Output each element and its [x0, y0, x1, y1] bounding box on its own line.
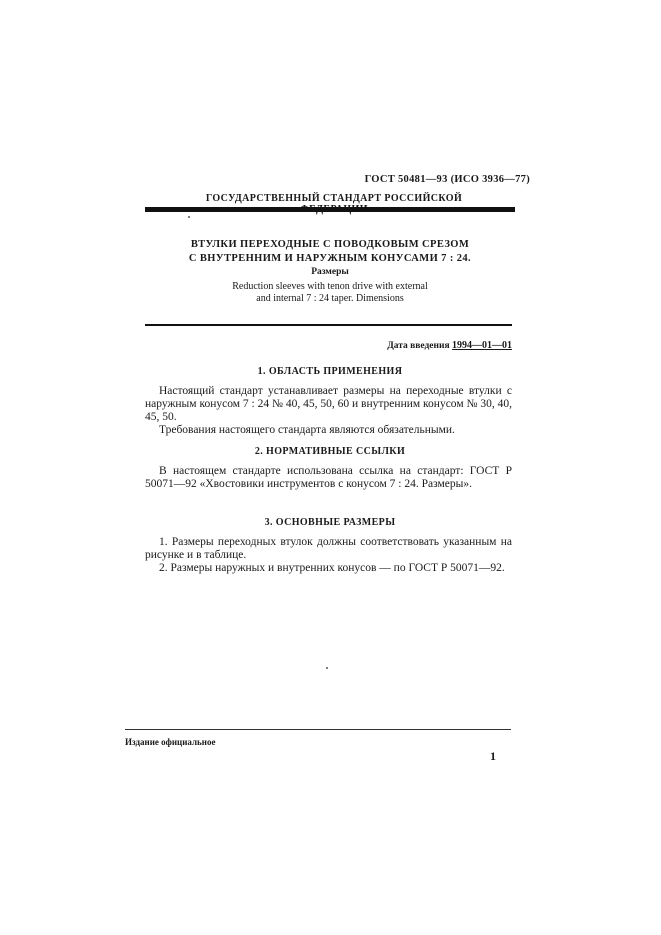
- section-2-body: [145, 465, 512, 491]
- intro-date-value: 1994—01—01: [452, 340, 512, 351]
- english-title: [145, 281, 515, 304]
- edition-note: Издание официальное: [125, 737, 216, 747]
- scan-speck: [188, 216, 190, 218]
- title-line-2: С ВНУТРЕННИМ И НАРУЖНЫМ КОНУСАМИ 7 : 24.: [188, 253, 472, 264]
- section-1-paragraph-2: Требования настоящего стандарта являются обязательными.: [159, 424, 455, 436]
- state-standard-heading: ГОСУДАРСТВЕННЫЙ СТАНДАРТ РОССИЙСКОЙ: [205, 193, 463, 204]
- section-2-paragraph-1: В настоящем стандарте использована ссылка на стандарт: ГОСТ Р 50071—92 «Хвостовики инструментов с конусом 7 : 24. Размеры».: [145, 465, 512, 490]
- english-title-line-2: and internal 7 : 24 taper. Dimensions: [256, 292, 404, 304]
- section-2-heading: 2. НОРМАТИВНЫЕ ССЫЛКИ: [254, 446, 406, 457]
- title-divider: [145, 324, 512, 326]
- document-title: [145, 238, 515, 266]
- english-title-line-1: Reduction sleeves with tenon drive with external: [232, 281, 428, 292]
- section-3-paragraph-2: 2. Размеры наружных и внутренних конусов — по ГОСТ Р 50071—92.: [159, 562, 505, 574]
- section-3-body: [145, 536, 512, 575]
- scan-speck: [326, 667, 328, 669]
- intro-date-label: Дата введения: [387, 341, 450, 351]
- title-line-1: ВТУЛКИ ПЕРЕХОДНЫЕ С ПОВОДКОВЫМ СРЕЗОМ: [190, 239, 470, 250]
- intro-date: [330, 340, 512, 351]
- page-number: 1: [490, 749, 496, 763]
- section-1-paragraph-1: Настоящий стандарт устанавливает размеры на переходные втулки с наружным конусом 7 : 24 № 40, 45, 50, 60 и внутренним конусом № 30, 40, 45, 50.: [145, 385, 512, 423]
- document-subtitle: Размеры: [311, 267, 349, 277]
- section-1-body: [145, 385, 512, 437]
- section-3-paragraph-1: 1. Размеры переходных втулок должны соответствовать указанным на рисунке и в таблице.: [145, 536, 512, 561]
- section-1-heading: 1. ОБЛАСТЬ ПРИМЕНЕНИЯ: [257, 366, 403, 377]
- footer-divider: [125, 729, 511, 730]
- header-divider: [145, 207, 515, 212]
- section-3-heading: 3. ОСНОВНЫЕ РАЗМЕРЫ: [264, 517, 396, 528]
- standard-code: ГОСТ 50481—93 (ИСО 3936—77): [364, 174, 530, 185]
